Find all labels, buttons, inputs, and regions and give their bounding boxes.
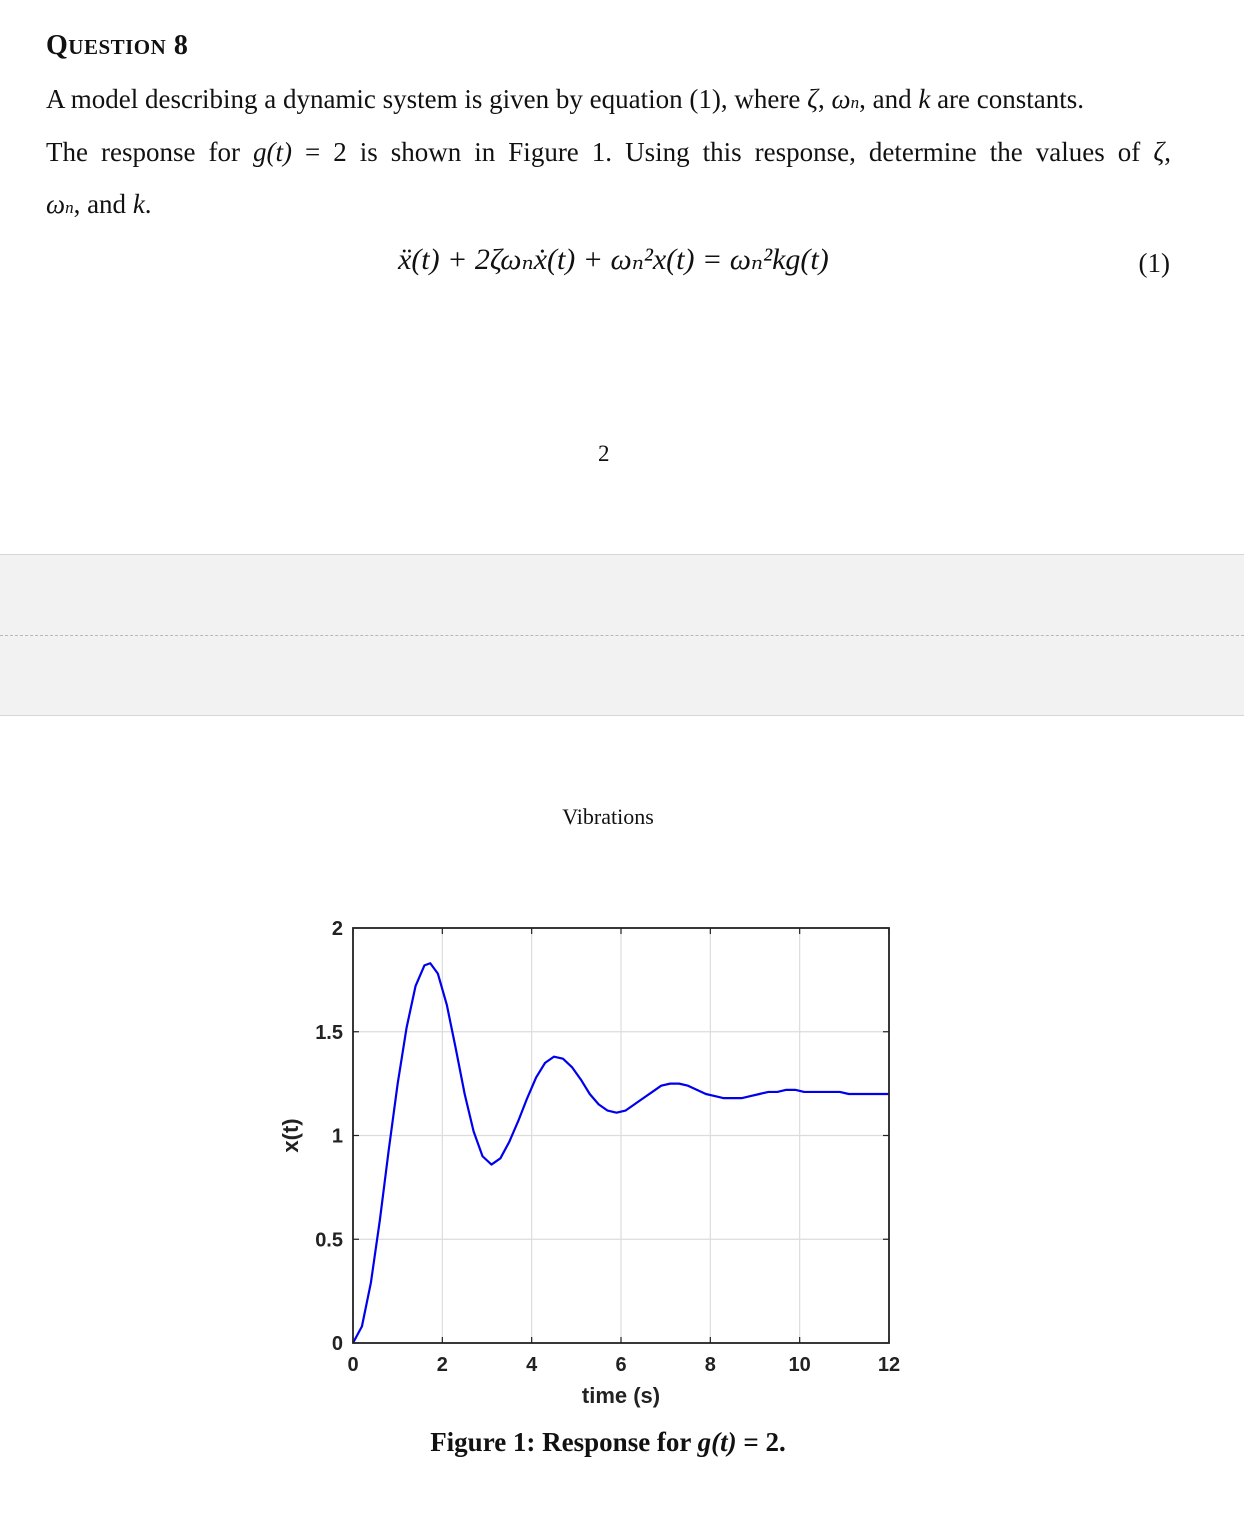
question-line-1: A model describing a dynamic system is given by equation (1), where ζ, ωn, and k are constants.: [46, 84, 1085, 114]
y-tick-label: 1: [331, 1125, 343, 1148]
x-axis-label: time (s): [581, 1383, 661, 1408]
x-tick-label: 6: [615, 1354, 627, 1376]
x-tick-label: 8: [704, 1354, 716, 1376]
x-tick-label: 2: [436, 1354, 448, 1376]
x-tick-label: 12: [877, 1354, 901, 1376]
question-line-2: The response for g(t) = 2 is shown in Figure 1. Using this response, determine the values of ζ,: [46, 137, 1171, 167]
y-tick-label: 2: [331, 918, 343, 940]
x-tick-label: 10: [788, 1354, 811, 1376]
y-axis-label: x(t): [278, 1118, 303, 1153]
x-tick-label: 4: [526, 1354, 538, 1376]
response-chart: [270, 900, 910, 1410]
question-title: QUESTION 8: [46, 30, 189, 61]
question-line-3: ωn, and k.: [46, 189, 152, 219]
page-break-line: [0, 635, 1244, 636]
page-header-title: Vibrations: [562, 804, 654, 829]
equation-number: (1): [1138, 248, 1170, 278]
figure-caption: Figure 1: Response for g(t) = 2.: [430, 1427, 786, 1457]
y-tick-label: 0.5: [315, 1229, 343, 1252]
y-tick-label: 1.5: [315, 1021, 343, 1044]
x-tick-label: 0: [347, 1354, 359, 1376]
page-number: 2: [598, 441, 610, 466]
equation-1: ẍ(t) + 2ζωₙẋ(t) + ωₙ²x(t) = ωₙ²kg(t): [398, 243, 829, 276]
y-tick-label: 0: [331, 1333, 343, 1355]
page-break-gap: [0, 554, 1244, 716]
